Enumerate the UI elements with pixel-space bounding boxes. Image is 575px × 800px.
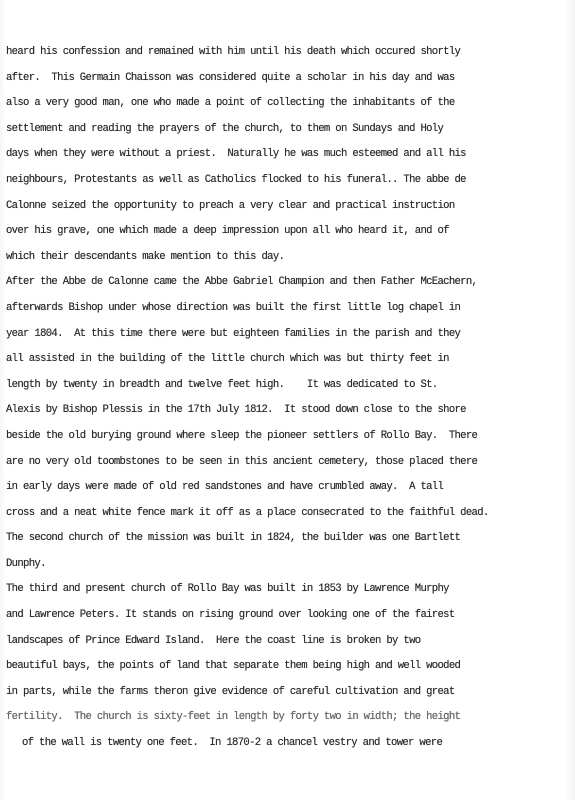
text-line: in parts, while the farms theron give evidence of careful cultivation and great xyxy=(6,685,455,698)
text-line: heard his confession and remained with him until his death which occured shortly xyxy=(6,46,461,58)
text-line: cross and a neat white fence mark it off as a place consecrated to the faithful dead. xyxy=(6,506,489,519)
text-line: and Lawrence Peters. It stands on rising ground over looking one of the fairest xyxy=(6,609,455,622)
text-line: settlement and reading the prayers of the church, to them on Sundays and Holy xyxy=(6,122,444,135)
text-line: after. This Germain Chaisson was considered quite a scholar in his day and was xyxy=(6,71,455,84)
text-line: The third and present church of Rollo Bay was built in 1853 by Lawrence Murphy xyxy=(6,583,449,596)
text-line: which their descendants make mention to this day. xyxy=(6,250,285,263)
text-line: also a very good man, one who made a point of collecting the inhabitants of the xyxy=(6,97,455,110)
text-line: After the Abbe de Calonne came the Abbe Gabriel Champion and then Father McEachern, xyxy=(6,276,478,289)
typewritten-text-body xyxy=(6,40,571,757)
text-line: afterwards Bishop under whose direction was built the first little log chapel in xyxy=(6,301,461,314)
text-line: neighbours, Protestants as well as Catholics flocked to his funeral.. The abbe de xyxy=(6,173,466,186)
text-line: Alexis by Bishop Plessis in the 17th July 1812. It stood down close to the shore xyxy=(6,404,466,417)
text-line: fertility. The church is sixty-feet in length by forty two in width; the height xyxy=(6,711,461,724)
text-line: all assisted in the building of the little church which was but thirty feet in xyxy=(6,353,449,366)
text-line: beside the old burying ground where sleep the pioneer settlers of Rollo Bay. There xyxy=(6,429,478,442)
text-line: landscapes of Prince Edward Island. Here the coast line is broken by two xyxy=(6,634,421,647)
text-line: Calonne seized the opportunity to preach a very clear and practical instruction xyxy=(6,199,455,212)
text-line: are no very old toombstones to be seen in this ancient cemetery, those placed there xyxy=(6,455,478,468)
text-line: in early days were made of old red sandstones and have crumbled away. A tall xyxy=(6,481,444,494)
text-line: The second church of the mission was built in 1824, the builder was one Bartlett xyxy=(6,532,461,545)
text-line: length by twenty in breadth and twelve feet high. It was dedicated to St. xyxy=(6,378,438,391)
text-line: Dunphy. xyxy=(6,557,46,570)
text-line: of the wall is twenty one feet. In 1870-2 a chancel vestry and tower were xyxy=(22,737,443,750)
text-line: beautiful bays, the points of land that separate them being high and well wooded xyxy=(6,660,461,673)
text-line: over his grave, one which made a deep impression upon all who heard it, and of xyxy=(6,225,449,238)
text-line: days when they were without a priest. Naturally he was much esteemed and all his xyxy=(6,148,466,161)
text-line: year 1804. At this time there were but eighteen families in the parish and they xyxy=(6,327,461,340)
